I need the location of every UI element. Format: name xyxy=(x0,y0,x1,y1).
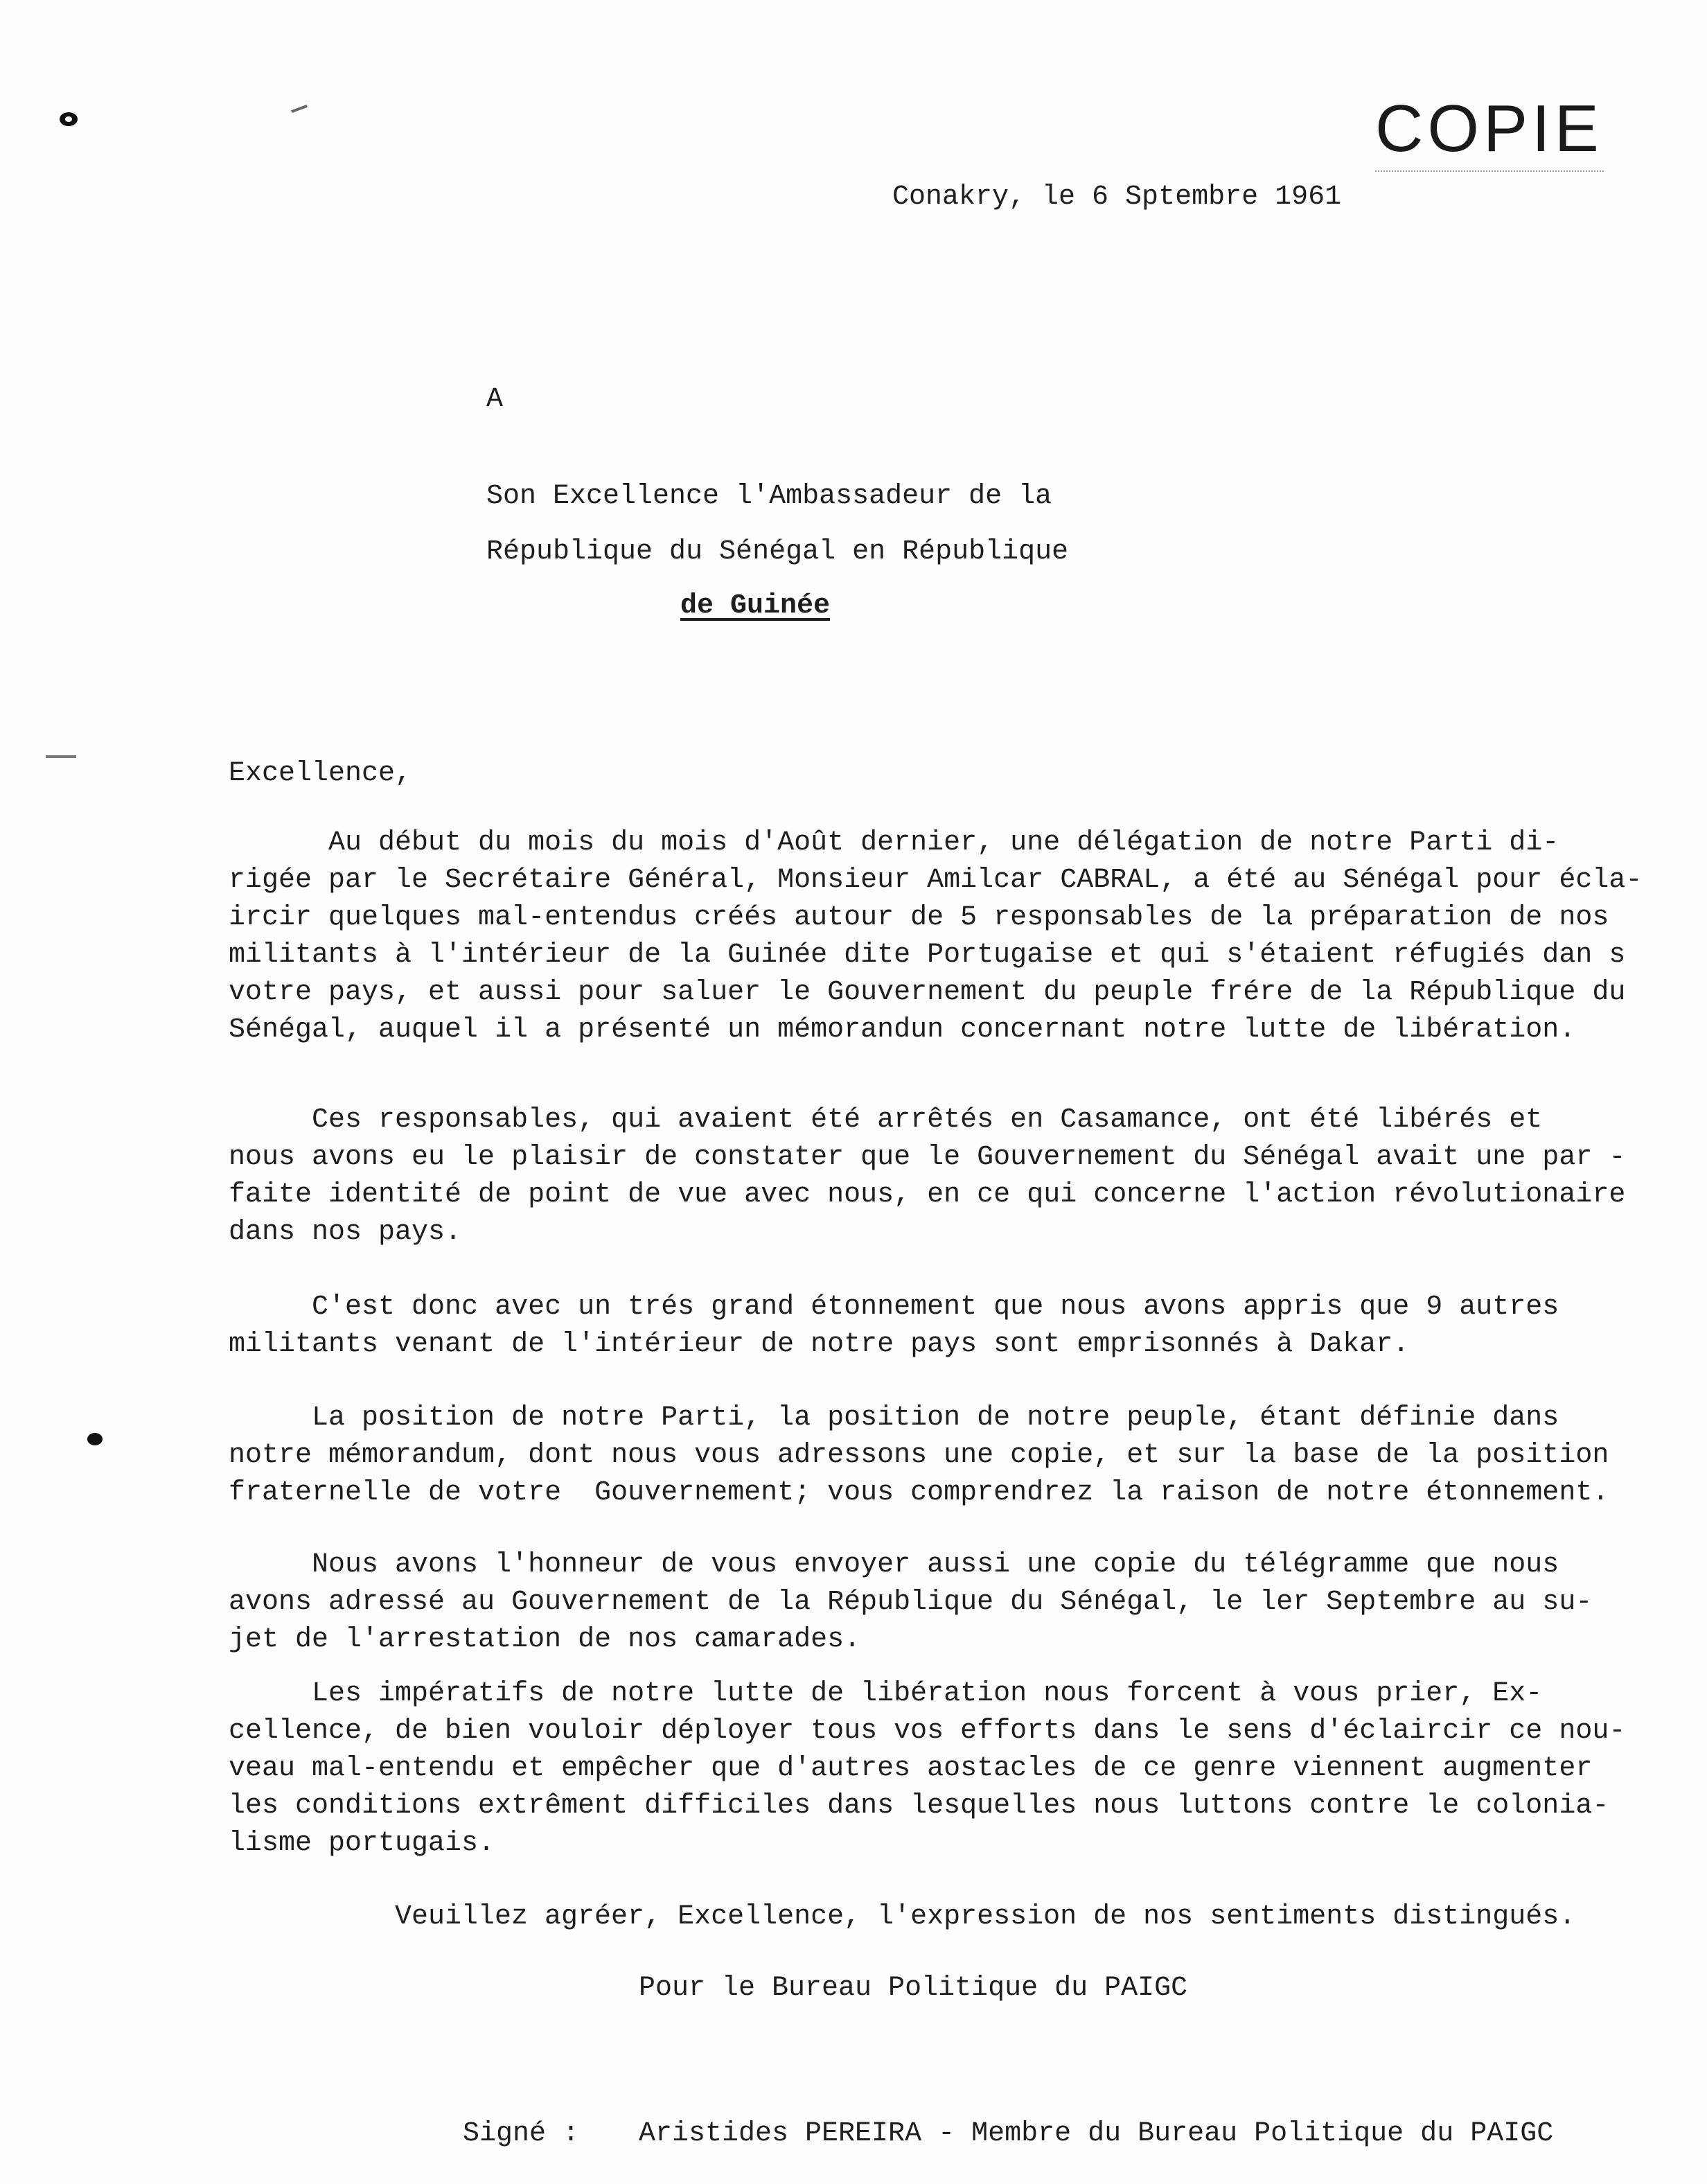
signer-name: Aristides PEREIRA - Membre du Bureau Politique du PAIGC xyxy=(639,2118,1554,2149)
salutation: Excellence, xyxy=(229,758,412,789)
copy-stamp: COPIE xyxy=(1375,91,1603,166)
closing-formula: Veuillez agréer, Excellence, l'expression de nos sentiments distingués. xyxy=(395,1901,1576,1932)
body-paragraph: C'est donc avec un trés grand étonnement que nous avons appris que 9 autres militants venant de l'intérieur de notre pays sont emprisonnés à Dakar. xyxy=(229,1292,1559,1360)
recipient-line-1: Son Excellence l'Ambassadeur de la xyxy=(486,481,1052,512)
letter-date: Conakry, le 6 Sptembre 1961 xyxy=(892,182,1342,213)
bureau-line: Pour le Bureau Politique du PAIGC xyxy=(639,1973,1188,2004)
scan-smudge xyxy=(46,755,76,758)
body-paragraph: Les impératifs de notre lutte de libération nous forcent à vous prier, Ex- cellence, de bien vouloir déployer tous vos efforts dans le sens d'éclaircir ce nou- veau mal-entendu et empêcher que d'autres aostacles de ce genre viennent augmenter les conditions extrêment difficiles dans lesquelles nous luttons contre le colonia- lisme portugais. xyxy=(229,1678,1626,1859)
signature-label: Signé : xyxy=(463,2118,580,2149)
punch-hole-mark xyxy=(87,1433,103,1445)
body-paragraph: Ces responsables, qui avaient été arrêtés en Casamance, ont été libérés et nous avons eu le plaisir de constater que le Gouvernement du Sénégal avait une par - faite identité de point de vue avec nous, en ce qui concerne l'action révolutionaire dans nos pays. xyxy=(229,1104,1626,1248)
stamp-underline xyxy=(1375,170,1604,172)
recipient-line-2: République du Sénégal en République xyxy=(486,536,1069,567)
punch-hole-mark xyxy=(60,112,78,126)
body-paragraph: La position de notre Parti, la position de notre peuple, étant définie dans notre mémorandum, dont nous vous adressons une copie, et sur la base de la position fraternelle de votre Gouvernement; vous comprendrez la raison de notre étonnement. xyxy=(229,1402,1609,1508)
recipient-line-3: de Guinée xyxy=(680,590,831,622)
recipient-marker: A xyxy=(486,384,504,415)
body-paragraph: Au début du mois du mois d'Août dernier, une délégation de notre Parti di- rigée par le Secrétaire Général, Monsieur Amilcar CABRAL, a été au Sénégal pour écla- ircir quelques mal-entendus créés autour de 5 responsables de la préparation de nos militants à l'intérieur de la Guinée dite Portugaise et qui s'étaient réfugiés dan s votre pays, et aussi pour saluer le Gouvernement du peuple frére de la République du Sénégal, auquel il a présenté un mémorandun concernant notre lutte de libération. xyxy=(229,827,1643,1046)
scan-smudge xyxy=(291,105,308,113)
body-paragraph: Nous avons l'honneur de vous envoyer aussi une copie du télégramme que nous avons adressé au Gouvernement de la République du Sénégal, le ler Septembre au su- jet de l'arrestation de nos camarades. xyxy=(229,1549,1593,1655)
